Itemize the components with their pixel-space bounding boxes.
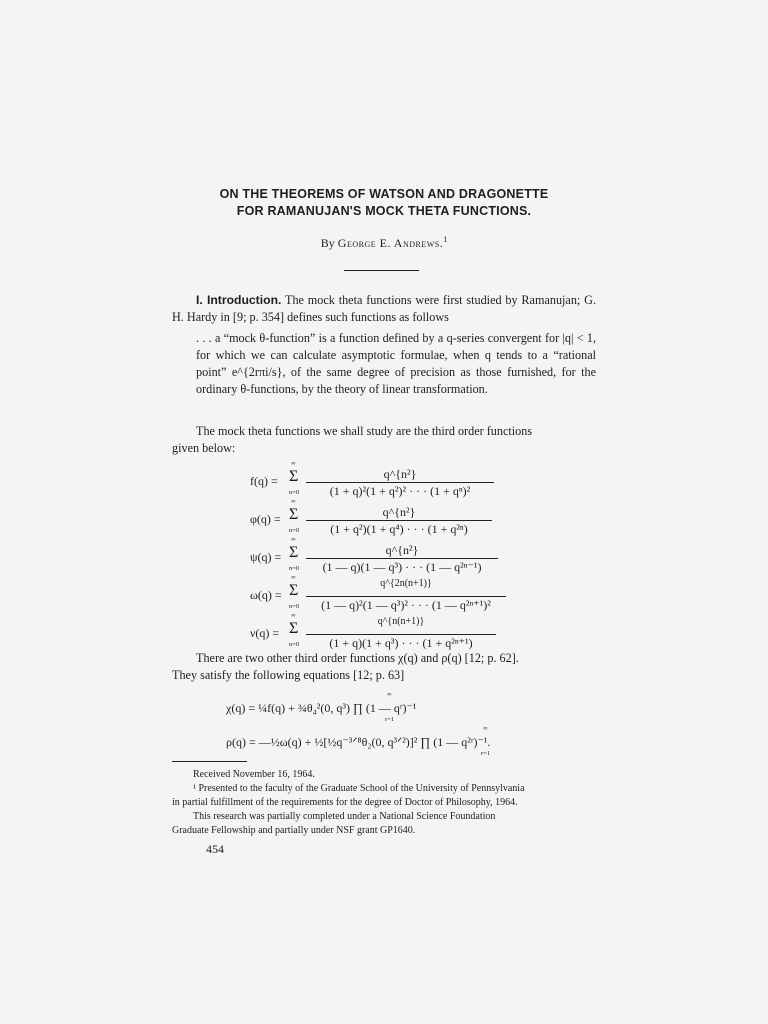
sigma-symbol: Σ — [289, 544, 299, 561]
byline-prefix: By — [320, 236, 335, 250]
equation-denominator: (1 — q)²(1 — q³)² · · · (1 — q²ⁿ⁺¹)² — [321, 598, 491, 612]
sum-lower-limit: n=0 — [289, 641, 300, 648]
footnote-2-line-1: This research was partially completed under a National Science Foundation — [193, 811, 496, 822]
equation-numerator: q^{n²} — [383, 467, 417, 481]
sigma-symbol: Σ — [289, 582, 299, 599]
rho-equation-text: ρ(q) = —½ω(q) + ½[½q⁻³ᐟ⁸θ₂(0, q³ᐟ²)]² ∏ (1 — q²ʳ)⁻¹. — [226, 735, 491, 749]
para3-line-1: There are two other third order functions χ(q) and ρ(q) [12; p. 62]. — [196, 651, 519, 665]
fraction-bar — [306, 482, 494, 483]
equation-lhs: ω(q) = — [250, 588, 282, 602]
footnote-1-line-1: ¹ Presented to the faculty of the Graduate School of the University of Pennsylvania — [193, 783, 525, 794]
equation-denominator: (1 + q²)(1 + q⁴) · · · (1 + q²ⁿ) — [330, 522, 468, 536]
intro-heading: I. Introduction. — [196, 293, 282, 307]
equation-denominator: (1 + q)(1 + q³) · · · (1 + q²ⁿ⁺¹) — [329, 636, 473, 650]
sum-upper-limit: ∞ — [291, 574, 296, 581]
author-footnote-mark: 1 — [443, 235, 448, 244]
equation-numerator: q^{2n(n+1)} — [380, 578, 432, 589]
intro-paragraph — [172, 292, 596, 326]
sum-lower-limit: n=0 — [289, 489, 300, 496]
page-number: 454 — [206, 842, 224, 856]
fraction-bar — [306, 634, 496, 635]
intro-text: The mock theta functions were first studied by Ramanujan; G. H. Hardy in [9; p. 354] defines such functions as follows — [172, 293, 596, 324]
para2-line-1: The mock theta functions we shall study are the third order functions — [196, 424, 533, 438]
paper-title-line-2: FOR RAMANUJAN'S MOCK THETA FUNCTIONS. — [236, 204, 532, 218]
equation-numerator: q^{n²} — [382, 505, 416, 519]
fraction-bar — [306, 520, 492, 521]
equation-numerator: q^{n(n+1)} — [377, 616, 425, 627]
author-name: George E. Andrews. — [337, 236, 444, 250]
para2-line-2: given below: — [172, 441, 236, 455]
fraction-bar — [306, 596, 506, 597]
prod-upper-limit: ∞ — [483, 725, 488, 732]
byline — [0, 235, 768, 251]
sum-upper-limit: ∞ — [291, 536, 296, 543]
footnote-rule — [172, 761, 247, 762]
sigma-symbol: Σ — [289, 468, 299, 485]
sum-lower-limit: n=0 — [289, 527, 300, 534]
sum-lower-limit: n=0 — [289, 565, 300, 572]
equation-lhs: ψ(q) = — [250, 550, 282, 564]
equation-lhs: φ(q) = — [250, 512, 281, 526]
sigma-symbol: Σ — [289, 506, 299, 523]
chi-equation-text: χ(q) = ¼f(q) + ¾θ₄²(0, q³) ∏ (1 — qʳ)⁻¹ — [226, 701, 417, 715]
footnote-1-line-2: in partial fulfillment of the requirements for the degree of Doctor of Philosophy, 1964. — [172, 797, 518, 808]
equation-lhs: ν(q) = — [250, 626, 280, 640]
equation-denominator: (1 + q)²(1 + q²)² · · · (1 + qⁿ)² — [329, 484, 471, 498]
prod-lower-limit: r=1 — [385, 716, 395, 723]
equation-numerator: q^{n²} — [385, 543, 419, 557]
sum-upper-limit: ∞ — [291, 498, 296, 505]
para3-line-2: They satisfy the following equations [12; p. 63] — [172, 668, 405, 682]
equation-lhs: f(q) = — [250, 474, 278, 488]
sum-upper-limit: ∞ — [291, 612, 296, 619]
sum-lower-limit: n=0 — [289, 603, 300, 610]
equation-denominator: (1 — q)(1 — q³) · · · (1 — q²ⁿ⁻¹) — [322, 560, 482, 574]
prod-upper-limit: ∞ — [387, 691, 392, 698]
paper-title-line-1: ON THE THEOREMS OF WATSON AND DRAGONETTE — [219, 187, 549, 201]
title-rule — [344, 270, 419, 271]
sigma-symbol: Σ — [289, 620, 299, 637]
fraction-bar — [306, 558, 498, 559]
footnote-received: Received November 16, 1964. — [193, 769, 315, 780]
sum-upper-limit: ∞ — [291, 460, 296, 467]
footnote-2-line-2: Graduate Fellowship and partially under NSF grant GP1640. — [172, 825, 416, 836]
hardy-quote: . . . a “mock θ-function” is a function defined by a q-series convergent for |q| < 1, for which we can calculate asymptotic formulae, when q tends to a “rational point” e^{2rπi/s}, of the same degree of precision as those furnished, for the ordinary θ-functions, by the theory of linear transformation. — [196, 331, 596, 396]
prod-lower-limit: r=1 — [481, 750, 491, 757]
